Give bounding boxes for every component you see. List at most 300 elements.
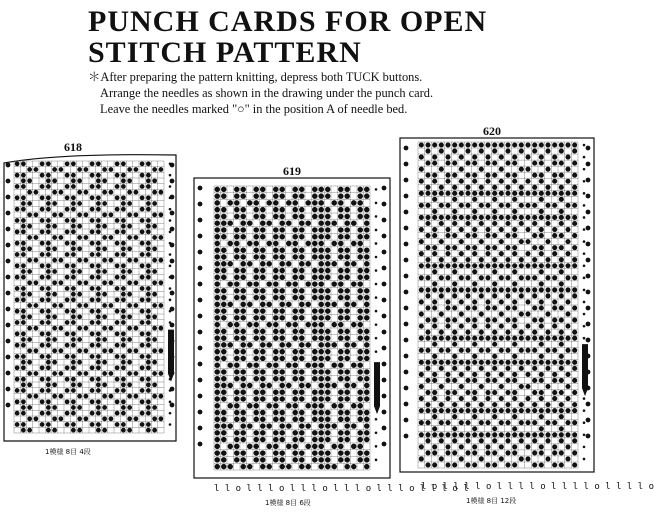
punched-hole [552,396,557,401]
punched-hole [479,336,484,341]
punched-hole [280,295,285,300]
punched-hole [539,372,544,377]
punched-hole [485,348,490,353]
punched-hole [280,308,285,313]
punched-hole [58,416,63,421]
punched-hole [83,416,88,421]
punched-hole [215,214,220,219]
punched-hole [452,336,457,341]
punched-hole [241,349,246,354]
punched-hole [260,295,265,300]
punched-hole [505,390,510,395]
punched-hole [492,462,497,467]
punched-hole [293,308,298,313]
punched-hole [345,396,350,401]
punched-hole [425,390,430,395]
punched-hole [260,417,265,422]
punched-hole [419,263,424,268]
punched-hole [459,275,464,280]
punched-hole [27,292,32,297]
punched-hole [96,343,101,348]
punched-hole [565,384,570,389]
punched-hole [345,275,350,280]
punched-hole [215,288,220,293]
punched-hole [267,464,272,469]
punched-hole [146,173,151,178]
punched-hole [485,287,490,292]
punched-hole [241,275,246,280]
punched-hole [260,302,265,307]
punched-hole [215,275,220,280]
punched-hole [552,432,557,437]
punched-hole [358,376,363,381]
punched-hole [260,275,265,280]
punched-hole [273,200,278,205]
punched-hole [338,200,343,205]
punched-hole [140,218,145,223]
punched-hole [280,187,285,192]
punched-hole [445,155,450,160]
punched-hole [338,207,343,212]
row-marker [583,156,586,159]
punched-hole [492,191,497,196]
punched-hole [425,462,430,467]
punched-hole [559,354,564,359]
punched-hole [293,241,298,246]
punched-hole [332,200,337,205]
punched-hole [465,293,470,298]
punched-hole [452,318,457,323]
punched-hole [121,337,126,342]
punched-hole [419,360,424,365]
punched-hole [71,399,76,404]
punched-hole [215,356,220,361]
punched-hole [525,215,530,220]
punched-hole [319,187,324,192]
punched-hole [338,450,343,455]
punched-hole [492,360,497,365]
punched-hole [152,292,157,297]
row-marker [375,256,378,259]
punched-hole [479,312,484,317]
punched-hole [15,275,20,280]
punched-hole [358,207,363,212]
punched-hole [299,315,304,320]
punched-hole [140,184,145,189]
row-marker [375,296,378,299]
punched-hole [472,191,477,196]
punched-hole [121,343,126,348]
punched-hole [254,356,259,361]
punched-hole [532,233,537,238]
punched-hole [452,330,457,335]
punched-hole [280,315,285,320]
punched-hole [273,241,278,246]
punched-hole [96,405,101,410]
punched-hole [452,263,457,268]
punched-hole [499,408,504,413]
punched-hole [572,287,577,292]
punched-hole [512,142,517,147]
punched-hole [465,215,470,220]
punched-hole [46,252,51,257]
punched-hole [479,408,484,413]
punched-hole [505,293,510,298]
punched-hole [505,275,510,280]
punched-hole [545,420,550,425]
punched-hole [539,251,544,256]
punched-hole [319,315,324,320]
punched-hole [572,348,577,353]
punched-hole [312,417,317,422]
punched-hole [358,417,363,422]
punched-hole [299,450,304,455]
punched-hole [532,450,537,455]
punched-hole [96,207,101,212]
punched-hole [445,318,450,323]
row-marker [583,421,586,424]
punched-hole [452,173,457,178]
punched-hole [364,376,369,381]
punched-hole [432,179,437,184]
punched-hole [439,336,444,341]
punched-hole [572,378,577,383]
row-marker [583,313,586,316]
punched-hole [65,263,70,268]
punched-hole [539,179,544,184]
punched-hole [532,336,537,341]
punched-hole [319,254,324,259]
punched-hole [332,423,337,428]
punched-hole [115,309,120,314]
sprocket-hole [382,410,387,415]
punched-hole [499,275,504,280]
punched-hole [445,432,450,437]
sprocket-hole [6,179,11,184]
punched-hole [545,456,550,461]
punched-hole [419,372,424,377]
punched-hole [27,224,32,229]
punched-hole [332,342,337,347]
punched-hole [559,426,564,431]
punched-hole [40,184,45,189]
punched-hole [52,246,57,251]
punched-hole [432,390,437,395]
punched-hole [472,342,477,347]
punched-hole [465,287,470,292]
punched-hole [512,305,517,310]
punched-hole [280,220,285,225]
row-marker [169,423,172,426]
punched-hole [127,416,132,421]
punched-hole [465,149,470,154]
punched-hole [419,336,424,341]
punched-hole [140,422,145,427]
punched-hole [52,348,57,353]
punched-hole [439,366,444,371]
punched-hole [485,378,490,383]
punched-hole [452,426,457,431]
punched-hole [158,303,163,308]
punched-hole [519,330,524,335]
punched-hole [65,286,70,291]
punched-hole [539,450,544,455]
punched-hole [472,269,477,274]
punched-hole [46,207,51,212]
punched-hole [254,349,259,354]
punched-hole [358,254,363,259]
punched-hole [273,214,278,219]
punched-hole [21,422,26,427]
punched-hole [545,215,550,220]
punched-hole [479,366,484,371]
punched-hole [439,167,444,172]
punched-hole [254,295,259,300]
punched-hole [445,179,450,184]
punched-hole [108,235,113,240]
punched-hole [71,161,76,166]
punched-hole [545,257,550,262]
punched-hole [338,390,343,395]
punched-hole [71,309,76,314]
punched-hole [65,388,70,393]
punched-hole [499,372,504,377]
punched-hole [15,343,20,348]
punched-hole [312,362,317,367]
punched-hole [445,173,450,178]
sprocket-hole [404,226,409,231]
punched-hole [452,366,457,371]
punched-hole [293,369,298,374]
card-620-needle-layout: l o l l l l o l l l l o l l l l o l l l l o [421,482,654,492]
punched-hole [519,185,524,190]
punched-hole [445,251,450,256]
row-marker [169,242,172,245]
punched-hole [312,390,317,395]
punched-hole [115,354,120,359]
punched-hole [146,195,151,200]
punched-hole [459,239,464,244]
punched-hole [312,275,317,280]
punched-hole [565,191,570,196]
punched-hole [146,388,151,393]
punched-hole [40,354,45,359]
punched-hole [432,197,437,202]
punched-hole [445,336,450,341]
punched-hole [280,207,285,212]
sprocket-hole [198,218,203,223]
punched-hole [40,263,45,268]
punched-hole [499,324,504,329]
punched-hole [140,229,145,234]
punched-hole [452,142,457,147]
punched-hole [358,227,363,232]
punched-hole [319,248,324,253]
punched-hole [77,190,82,195]
punched-hole [241,437,246,442]
sprocket-hole [170,291,175,296]
punched-hole [71,365,76,370]
punched-hole [33,348,38,353]
punched-hole [280,450,285,455]
punched-hole [306,423,311,428]
punched-hole [319,200,324,205]
punched-hole [273,227,278,232]
punched-hole [552,233,557,238]
punched-hole [345,464,350,469]
punched-hole [221,234,226,239]
punched-hole [351,302,356,307]
punched-hole [539,432,544,437]
punched-hole [425,318,430,323]
row-marker [583,240,586,243]
punched-hole [90,297,95,302]
punched-hole [319,335,324,340]
punched-hole [312,187,317,192]
punched-hole [565,444,570,449]
punched-hole [96,422,101,427]
punched-hole [115,252,120,257]
punched-hole [512,390,517,395]
punched-hole [273,335,278,340]
punched-hole [419,179,424,184]
punched-hole [234,322,239,327]
punched-hole [452,450,457,455]
punched-hole [439,191,444,196]
punched-hole [445,142,450,147]
punched-hole [90,399,95,404]
punched-hole [559,281,564,286]
punched-hole [325,396,330,401]
punched-hole [234,308,239,313]
punched-hole [492,245,497,250]
punched-hole [280,417,285,422]
punched-hole [505,438,510,443]
punched-hole [505,185,510,190]
punched-hole [90,241,95,246]
punched-hole [115,218,120,223]
punched-hole [492,173,497,178]
punched-hole [445,396,450,401]
punched-hole [425,360,430,365]
punched-hole [545,330,550,335]
punched-hole [102,258,107,263]
punched-hole [83,326,88,331]
sprocket-hole [586,194,591,199]
punched-hole [445,299,450,304]
punched-hole [425,263,430,268]
punched-hole [432,305,437,310]
card-620-caption: 1模様 8目 12段 [466,497,517,505]
punched-hole [479,438,484,443]
punched-hole [65,377,70,382]
punched-hole [492,263,497,268]
punched-hole [27,167,32,172]
sprocket-hole [404,258,409,263]
punched-hole [102,167,107,172]
punched-hole [146,252,151,257]
row-marker [375,445,378,448]
punched-hole [40,411,45,416]
punched-hole [505,257,510,262]
punched-hole [267,241,272,246]
punched-hole [280,214,285,219]
punched-hole [234,241,239,246]
row-marker [583,216,586,219]
punched-hole [21,331,26,336]
punched-hole [27,269,32,274]
punched-hole [492,185,497,190]
punched-hole [472,299,477,304]
punched-hole [52,292,57,297]
punched-hole [432,360,437,365]
punched-hole [33,371,38,376]
punched-hole [65,173,70,178]
punched-hole [228,464,233,469]
punched-hole [419,275,424,280]
punched-hole [215,254,220,259]
punched-hole [77,348,82,353]
punched-hole [325,423,330,428]
punched-hole [358,335,363,340]
punched-hole [90,377,95,382]
punched-hole [319,193,324,198]
punched-hole [545,203,550,208]
row-marker [375,269,378,272]
punched-hole [472,408,477,413]
punched-hole [306,444,311,449]
punched-hole [83,235,88,240]
punched-hole [40,320,45,325]
punched-hole [77,224,82,229]
punched-hole [152,394,157,399]
punched-hole [254,457,259,462]
punched-hole [345,227,350,232]
punched-hole [158,258,163,263]
punched-hole [332,362,337,367]
punched-hole [472,354,477,359]
punched-hole [532,293,537,298]
punched-hole [345,335,350,340]
row-marker [375,202,378,205]
punched-hole [492,281,497,286]
punched-hole [234,275,239,280]
punched-hole [65,218,70,223]
punched-hole [260,248,265,253]
punched-hole [260,423,265,428]
punched-hole [83,190,88,195]
punched-hole [445,203,450,208]
punched-hole [559,414,564,419]
punched-hole [519,167,524,172]
sprocket-hole [586,226,591,231]
row-marker [375,242,378,245]
punched-hole [419,324,424,329]
punched-hole [293,187,298,192]
punched-hole [152,337,157,342]
punched-hole [358,241,363,246]
punched-hole [260,396,265,401]
punched-hole [552,227,557,232]
row-marker [375,229,378,232]
punched-hole [40,331,45,336]
punched-hole [472,360,477,365]
punched-hole [90,320,95,325]
punched-hole [158,235,163,240]
punched-hole [140,365,145,370]
row-marker [583,277,586,280]
punched-hole [425,191,430,196]
